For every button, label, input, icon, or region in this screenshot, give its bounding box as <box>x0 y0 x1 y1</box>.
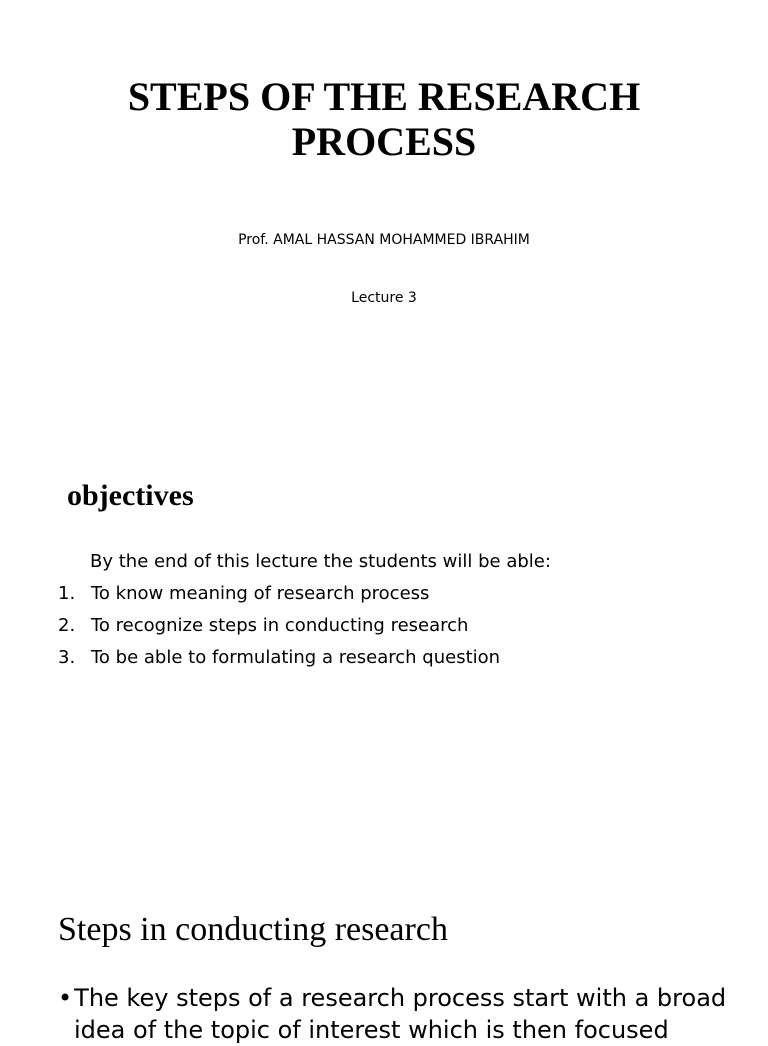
list-item <box>58 582 500 614</box>
list-item <box>58 646 500 678</box>
steps-slide <box>0 900 768 1044</box>
page-title <box>0 74 768 164</box>
objectives-list <box>58 582 500 678</box>
list-item <box>58 614 500 646</box>
steps-heading: Steps in conducting research <box>58 911 448 948</box>
objectives-slide <box>0 460 768 880</box>
bullet-text-line-1: The key steps of a research process start with a broad <box>74 984 727 1012</box>
list-item-number: 1. <box>58 583 76 604</box>
objectives-heading: objectives <box>67 479 194 512</box>
list-item-text: To recognize steps in conducting research <box>91 615 469 636</box>
bullet-item <box>58 982 726 1014</box>
title-line-1: STEPS OF THE RESEARCH <box>127 74 641 119</box>
author-name: Prof. AMAL HASSAN MOHAMMED IBRAHIM <box>238 232 530 248</box>
lecture-number: Lecture 3 <box>351 290 417 306</box>
list-item-number: 3. <box>58 647 76 668</box>
list-item-text: To know meaning of research process <box>91 583 430 604</box>
objectives-intro: By the end of this lecture the students will be able: <box>90 551 551 572</box>
title-line-2: PROCESS <box>291 119 477 164</box>
bullet-icon: • <box>58 984 73 1012</box>
title-slide <box>0 0 768 400</box>
bullet-text-line-2: idea of the topic of interest which is then focused <box>74 1016 669 1044</box>
list-item-number: 2. <box>58 615 76 636</box>
list-item-text: To be able to formulating a research question <box>91 647 501 668</box>
